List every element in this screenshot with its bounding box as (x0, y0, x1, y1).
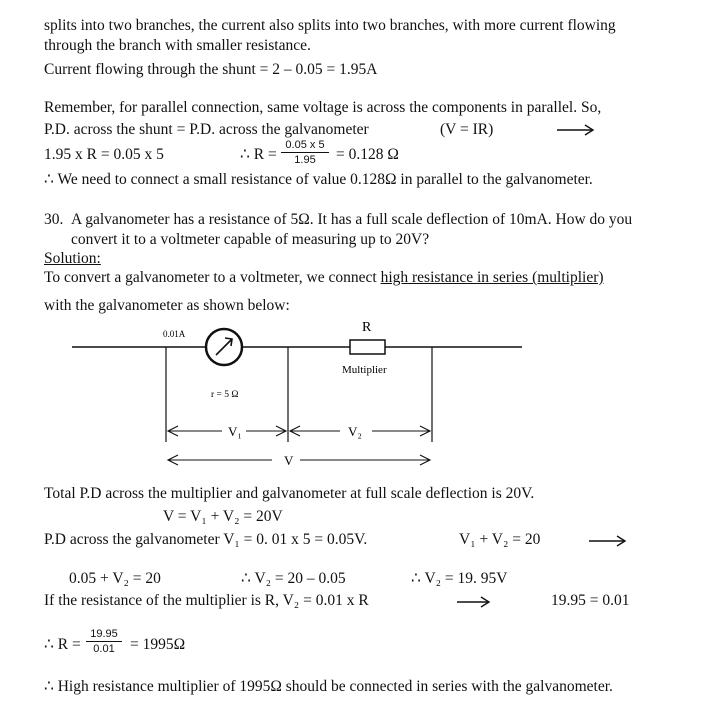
solution-line-2: with the galvanometer as shown below: (44, 297, 290, 314)
fraction-denominator: 0.01 (93, 643, 115, 655)
parallel-line-2: P.D. across the shunt = P.D. across the galvanometer (44, 121, 369, 138)
parallel-line-1: Remember, for parallel connection, same voltage is across the components in parallel. So, (44, 99, 602, 116)
parallel-conclusion: ∴ We need to connect a small resistance of value 0.128Ω in parallel to the galvanometer. (44, 171, 593, 188)
current-label: 0.01A (163, 329, 186, 339)
solution-heading: Solution: (44, 250, 101, 267)
internal-resistance-label: r = 5 Ω (211, 390, 239, 400)
multiplier-label: Multiplier (342, 364, 387, 376)
calc-line-1: Total P.D across the multiplier and galvanometer at full scale deflection is 20V. (44, 485, 535, 502)
parallel-result: = 0.128 Ω (336, 146, 399, 163)
solution-line-1-underlined: high resistance in series (multiplier) (380, 269, 604, 286)
calc-therefore-r: ∴ R = (44, 636, 81, 653)
calc-fraction (86, 628, 122, 655)
calc-line-4-c: ∴ V₂ = 19. 95V (411, 570, 508, 587)
right-arrow-icon (456, 596, 492, 608)
fraction-numerator: 0.05 x 5 (281, 139, 329, 153)
fraction-denominator: 1.95 (294, 154, 316, 166)
v1-label: V₁ (228, 424, 242, 439)
calc-line-3: P.D across the galvanometer V₁ = 0. 01 x 5 = 0.05V. (44, 531, 368, 548)
intro-line-3: Current flowing through the shunt = 2 – 0.05 = 1.95A (44, 61, 378, 78)
calc-line-3-right: V₁ + V₂ = 20 (459, 531, 541, 548)
parallel-therefore-r: ∴ R = (240, 146, 277, 163)
question-line-1: A galvanometer has a resistance of 5Ω. It has a full scale deflection of 10mA. How do you (71, 211, 633, 228)
solution-line-1 (44, 269, 604, 287)
question-number: 30. (44, 211, 64, 228)
parallel-fraction (281, 139, 329, 166)
resistor-icon (350, 340, 385, 354)
right-arrow-icon (556, 124, 596, 136)
solution-line-1-text: To convert a galvanometer to a voltmeter, we connect (44, 269, 381, 286)
calc-line-5: If the resistance of the multiplier is R, V₂ = 0.01 x R (44, 592, 369, 609)
question-line-2: convert it to a voltmeter capable of measuring up to 20V? (71, 231, 430, 248)
calc-result: = 1995Ω (130, 636, 186, 653)
intro-line-1: splits into two branches, the current also splits into two branches, with more current flowing (44, 17, 616, 34)
parallel-line-3: 1.95 x R = 0.05 x 5 (44, 146, 164, 163)
fraction-numerator: 19.95 (86, 628, 122, 642)
calc-conclusion: ∴ High resistance multiplier of 1995Ω should be connected in series with the galvanometer. (44, 678, 613, 695)
r-label: R (362, 320, 372, 335)
right-arrow-icon (588, 535, 628, 547)
calc-line-5-right: 19.95 = 0.01 (551, 592, 630, 609)
v2-label: V₂ (348, 424, 362, 439)
calc-line-2: V = V₁ + V₂ = 20V (163, 508, 283, 525)
circuit-diagram (0, 315, 722, 475)
parallel-vir: (V = IR) (440, 121, 494, 138)
v-label: V (284, 453, 294, 468)
calc-line-4-b: ∴ V₂ = 20 – 0.05 (241, 570, 346, 587)
calc-line-4-a: 0.05 + V₂ = 20 (69, 570, 161, 587)
intro-line-2: through the branch with smaller resistance. (44, 37, 311, 54)
